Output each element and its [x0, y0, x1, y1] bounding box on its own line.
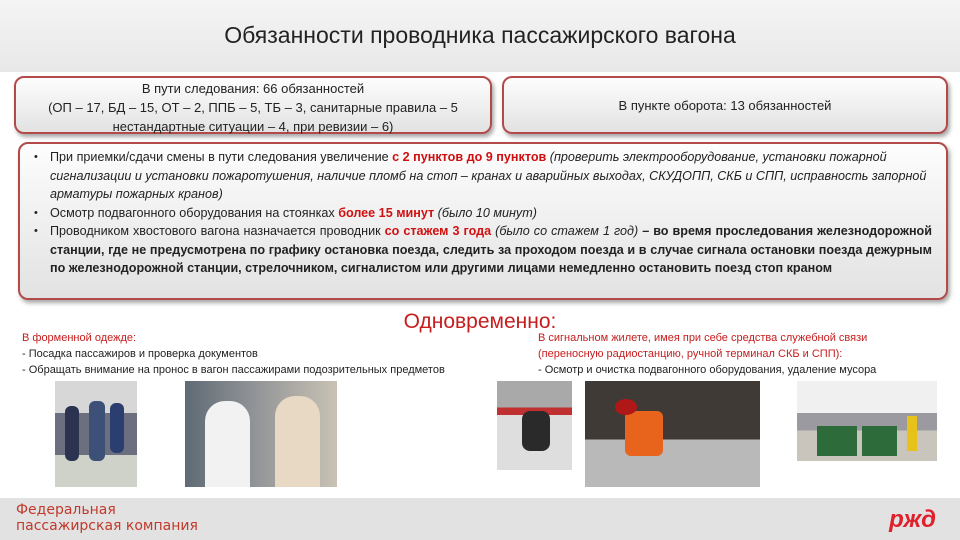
company-name: Федеральная пассажирская компания — [16, 502, 198, 534]
list-item: - Посадка пассажиров и проверка документов — [22, 348, 258, 360]
turnaround-duties-text: В пункте оборота: 13 обязанностей — [618, 97, 832, 113]
list-item: - Обращать внимание на пронос в вагон пассажирами подозрительных предметов — [22, 364, 445, 376]
simultaneously-heading: Одновременно: — [403, 310, 557, 333]
vest-heading-cont: (переносную радиостанцию, ручной терминал СКБ и СПП): — [538, 348, 843, 360]
bullet-item: • При приемки/сдачи смены в пути следования увеличение с 2 пунктов до 9 пунктов (проверить электрооборудование, установки пожарной сигнализации и установки пожаротушения, наличие пломб на стоп – кранах и аварийных выходах, СКУДОПП, СКБ и СПП, исправность запорной арматуры пожарных кранов) — [34, 148, 932, 204]
rzd-logo: ржд — [889, 506, 936, 533]
route-duties-breakdown: (ОП – 17, БД – 15, ОТ – 2, ППБ – 5, ТБ – 3, санитарные правила – 5 — [48, 100, 458, 115]
bullet-item: • Осмотр подвагонного оборудования на стоянках более 15 минут (было 10 минут) — [34, 204, 932, 223]
photo-inspection-platform — [497, 381, 572, 470]
photo-undercarriage-inspection — [585, 381, 760, 487]
photo-document-check — [185, 381, 337, 487]
changes-box — [18, 142, 948, 300]
footer — [0, 498, 960, 540]
page-title: Обязанности проводника пассажирского вагона — [224, 22, 736, 48]
vest-heading: В сигнальном жилете, имея при себе средства служебной связи — [538, 332, 868, 344]
vest-duties — [538, 330, 876, 378]
uniform-duties — [22, 330, 445, 378]
photo-boarding-passengers — [55, 381, 137, 487]
list-item: - Осмотр и очистка подвагонного оборудования, удаление мусора — [538, 364, 877, 376]
uniform-heading: В форменной одежде: — [22, 332, 137, 344]
turnaround-duties-box — [502, 76, 948, 134]
route-duties-title: В пути следования: 66 обязанностей — [141, 81, 365, 96]
photo-garbage-removal — [797, 381, 937, 461]
bullet-item: • Проводником хвостового вагона назначается проводник со стажем 3 года (было со стажем 1 год) – во время проследования железнодорожной станции, где не предусмотрена по графику остановка поезда, следить за проходом поезда и в случае сигнала остановки поезда дежурным по железнодорожной станции, стрелочником, сигналистом или другими лицами немедленно остановить поезд стоп краном — [34, 222, 932, 278]
route-duties-breakdown-cont: нестандартные ситуации – 4, при ревизии – 6) — [112, 119, 394, 134]
route-duties-box — [14, 76, 492, 134]
